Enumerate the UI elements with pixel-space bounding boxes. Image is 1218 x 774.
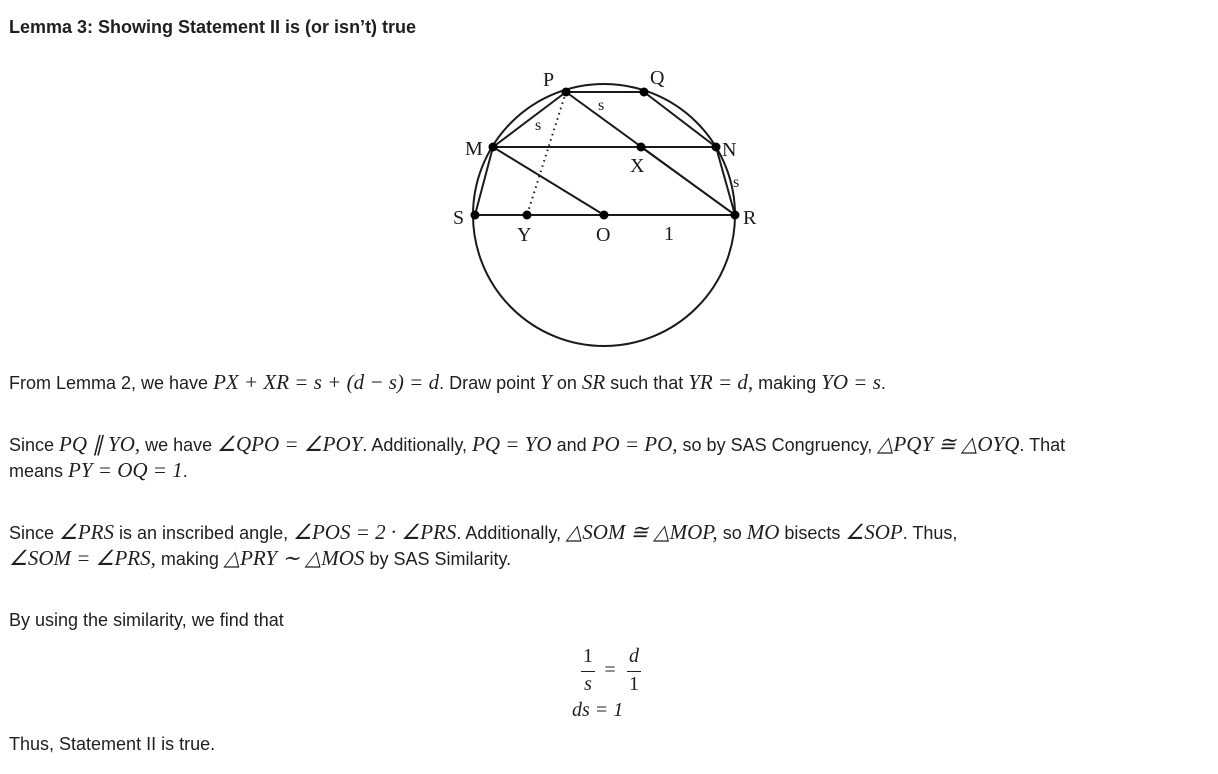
point-p (562, 88, 571, 97)
rhs-denominator: 1 (629, 673, 639, 695)
lhs-numerator: 1 (583, 645, 593, 667)
segment-py-dotted (527, 92, 566, 215)
label-x: X (630, 155, 645, 177)
segment-mp (493, 92, 566, 147)
label-y: Y (517, 224, 532, 246)
label-q: Q (650, 67, 665, 89)
equation-result: ds = 1 (572, 699, 624, 721)
paragraph-lemma2: From Lemma 2, we have PX + XR = s + (d − s) = d. Draw point Y on SR such that YR = d, making YO = s. (9, 370, 886, 394)
label-s-pm: s (535, 117, 542, 134)
paragraph-inscribed-cont: ∠SOM = ∠PRS, making △PRY ∼ △MOS by SAS Similarity. (9, 546, 512, 570)
point-m (489, 143, 498, 152)
point-q (640, 88, 649, 97)
equals-sign: = (604, 659, 616, 681)
label-m: M (465, 138, 483, 160)
paragraph-conclusion: Thus, Statement II is true. (9, 734, 216, 754)
paragraph-congruency: Since PQ ∥ YO, we have ∠QPO = ∠POY. Additionally, PQ = YO and PO = PO, so by SAS Congruency, △PQY ≅ △OYQ. That (9, 432, 1066, 456)
label-s-pq: s (598, 97, 605, 114)
point-r (731, 211, 740, 220)
paragraph-similarity: By using the similarity, we find that (9, 610, 284, 630)
equation-fraction (566, 646, 656, 696)
label-s: S (453, 207, 465, 229)
rhs-numerator: d (629, 645, 639, 667)
lhs-denominator: s (584, 673, 592, 695)
paragraph-congruency-cont: means PY = OQ = 1. (9, 458, 188, 482)
point-y (523, 211, 532, 220)
point-o (600, 211, 609, 220)
label-s-nr: s (733, 174, 740, 191)
geometry-figure (440, 60, 780, 360)
paragraph-inscribed: Since ∠PRS is an inscribed angle, ∠POS = 2 · ∠PRS. Additionally, △SOM ≅ △MOP, so MO bisects ∠SOP. Thus, (9, 520, 958, 544)
label-r: R (743, 207, 757, 229)
point-s (471, 211, 480, 220)
point-n (712, 143, 721, 152)
segment-mo (493, 147, 604, 215)
label-p: P (543, 69, 555, 91)
segment-qn (644, 92, 716, 147)
label-one: 1 (664, 223, 674, 245)
lemma-heading: Lemma 3: Showing Statement II is (or isn’t) true (9, 17, 417, 37)
point-x (637, 143, 646, 152)
label-n: N (722, 139, 737, 161)
label-o: O (596, 224, 611, 246)
